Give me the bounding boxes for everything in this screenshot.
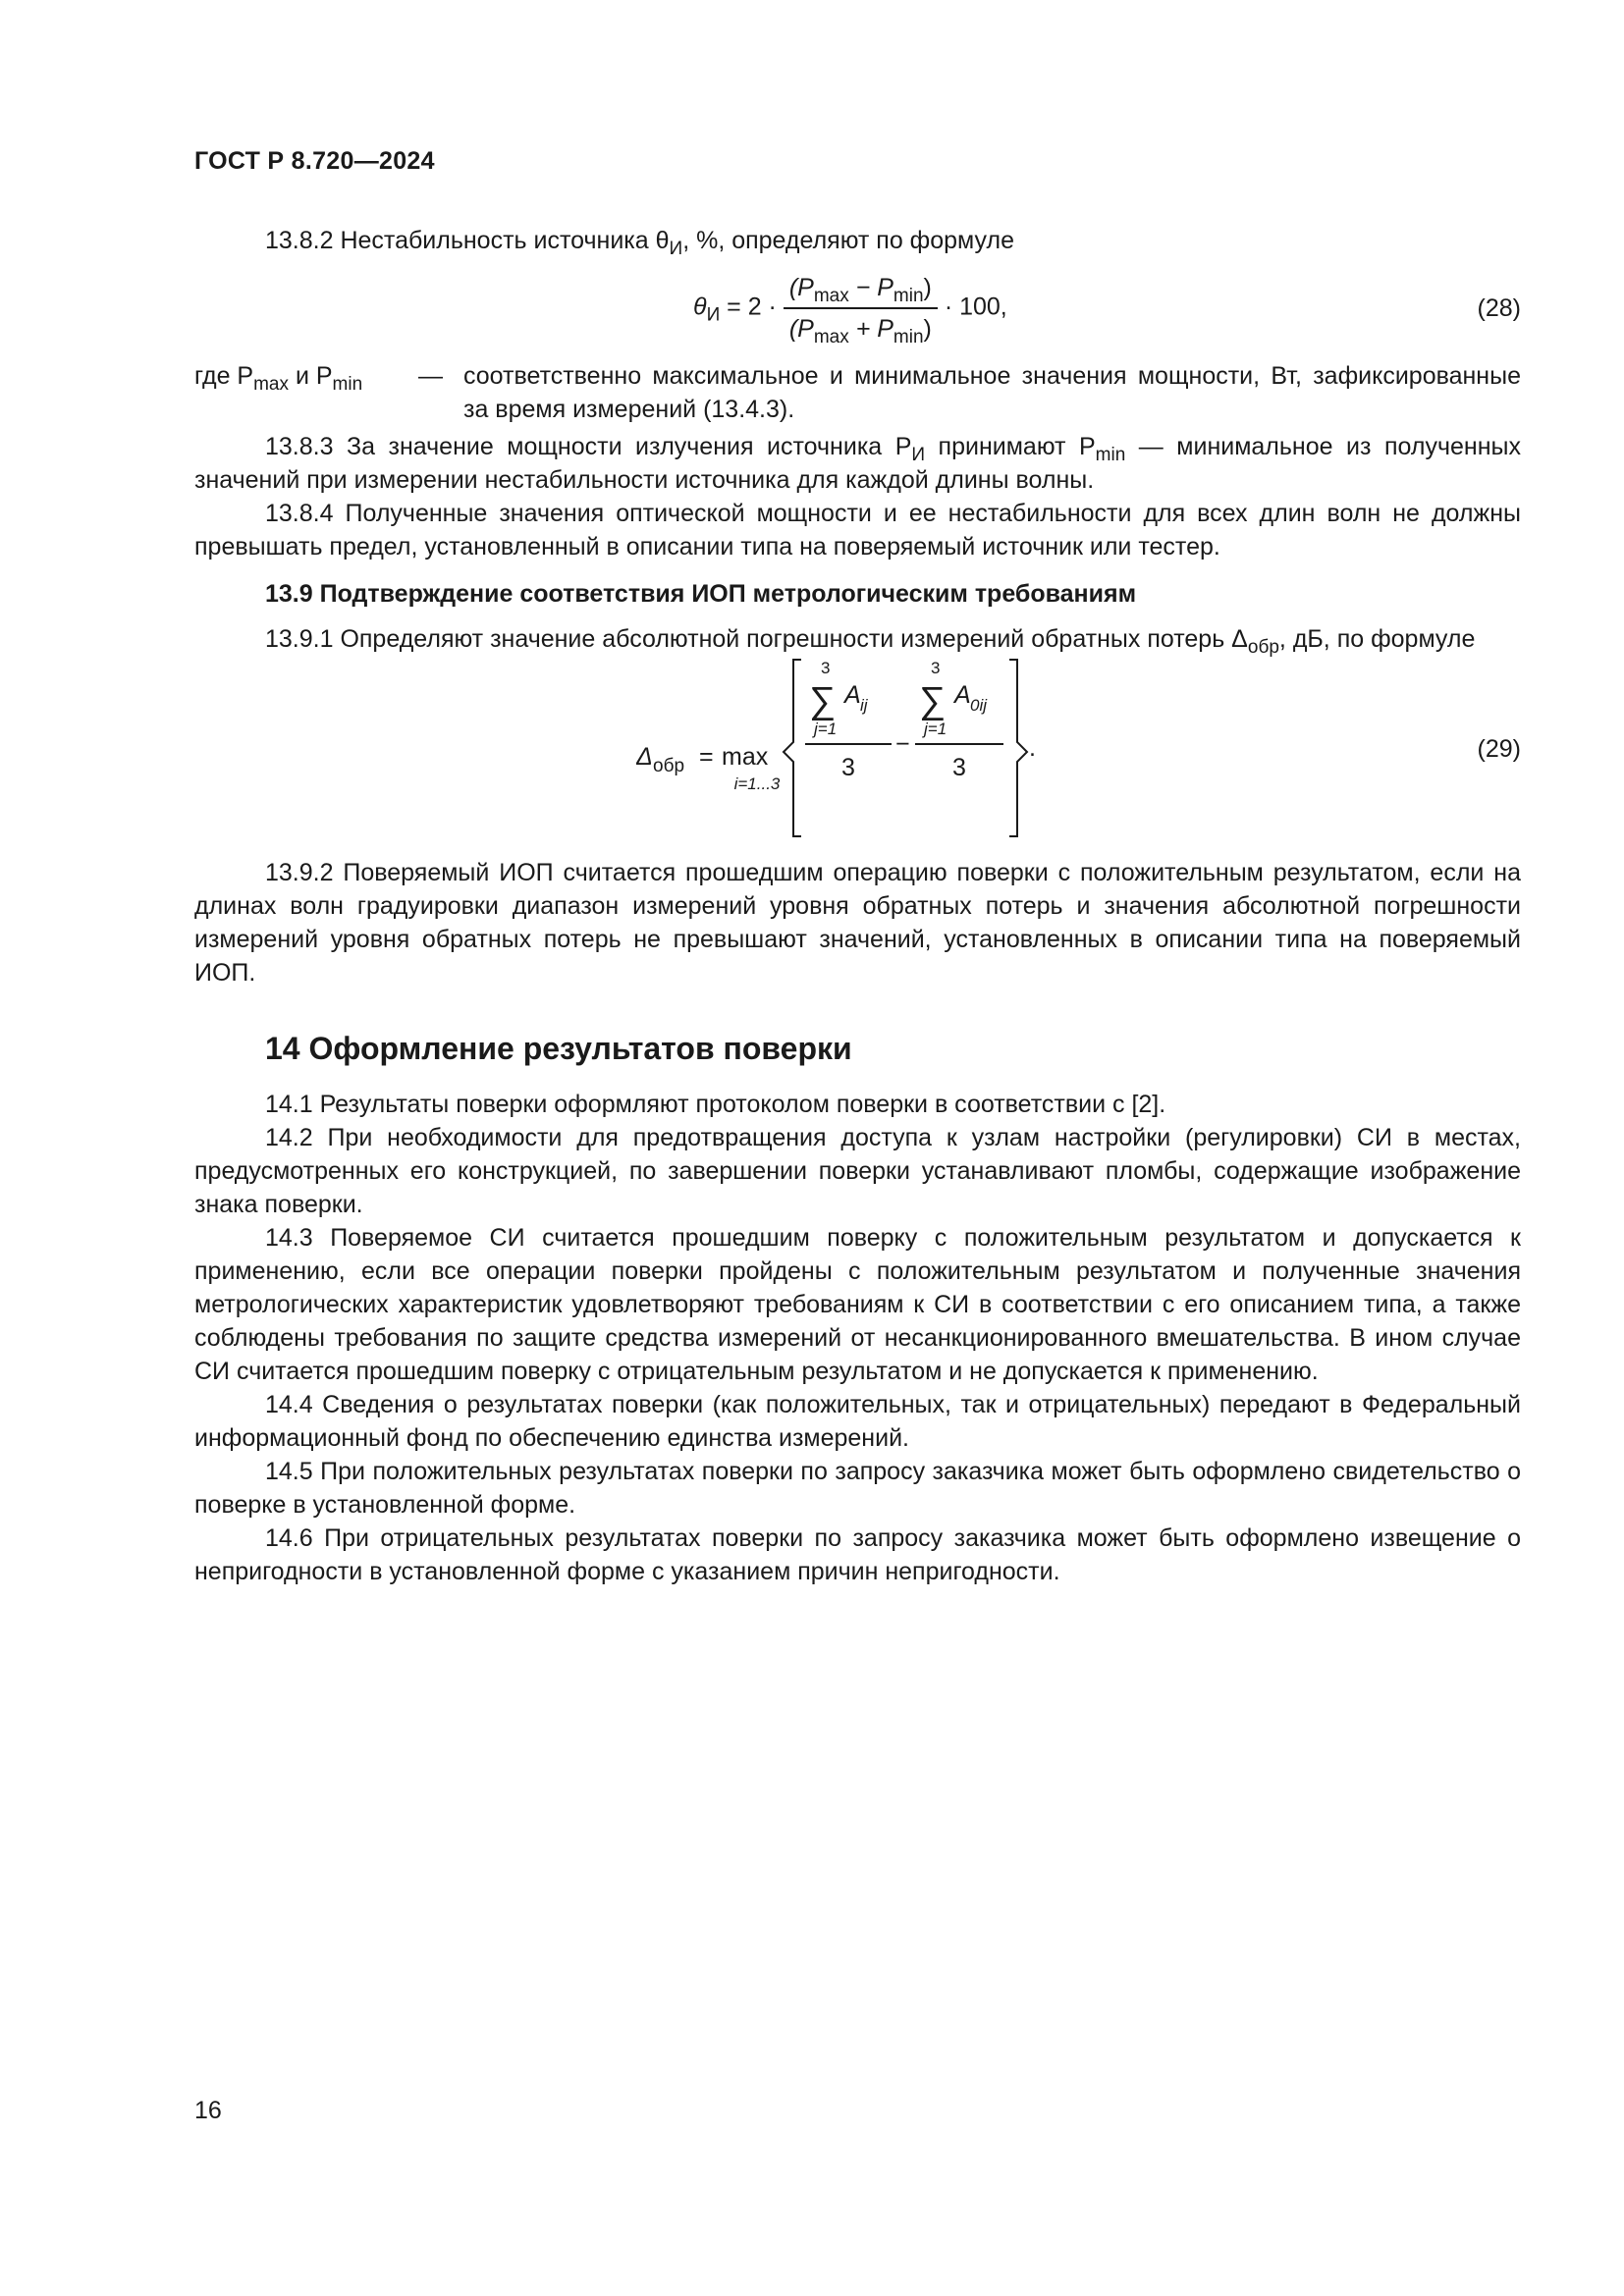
formula-28-fraction: $\frac{(P_{max} - P_{min})}{(P_{max} + P_{min})}$ [784, 271, 938, 346]
document-body [194, 224, 1521, 1588]
formula-29-sum1-bot: j=1 [814, 720, 838, 738]
formula-29-left-brace [784, 660, 801, 836]
formula-29-sum2-sigma: ∑ [919, 680, 947, 721]
formula-29-lhs: Δ [636, 743, 653, 771]
paragraph-14-2: 14.2 При необходимости для предотвращения доступа к узлам настройки (регулировки) СИ в местах, предусмотренных его конструкцией, по завершении поверки устанавливают пломбы, содержащие изображение знака поверки. [194, 1124, 1521, 1218]
formula-29-sum1-sigma: ∑ [809, 680, 837, 721]
formula-29 [194, 656, 1521, 842]
formula-29-term2: A [954, 681, 971, 709]
section-14-heading: 14 Оформление результатов поверки [265, 1031, 852, 1066]
document-header: ГОСТ Р 8.720—2024 [194, 147, 435, 175]
formula-29-max-sub: i=1...3 [733, 774, 781, 793]
where-28-text: соответственно максимальное и минимальное значения мощности, Вт, зафиксированные за время измерений (13.4.3). [463, 362, 1521, 423]
where-28 [194, 359, 1521, 426]
where-28-dash: — [418, 362, 443, 390]
paragraph-13-8-3: 13.8.3 За значение мощности излучения источника $P_И$ принимают $P_{min}$ — минимальное из полученных значений при измерении нестабильности источника для каждой длины волны. [194, 433, 1521, 494]
paragraph-13-9-1: 13.9.1 Определяют значение абсолютной погрешности измерений обратных потерь $\Delta_{обр}$, дБ, по формуле [265, 625, 1476, 658]
formula-29-term1-sub: ij [860, 696, 868, 715]
formula-29-max: max [722, 743, 769, 771]
formula-29-term1: A [844, 681, 861, 709]
paragraph-13-8-4: 13.8.4 Полученные значения оптической мощности и ее нестабильности для всех длин волн не должны превышать предел, установленный в описании типа на поверяемый источник или тестер. [194, 500, 1521, 561]
paragraph-14-3: 14.3 Поверяемое СИ считается прошедшим поверку с положительным результатом и допускается к применению, если все операции поверки пройдены с положительным результатом и полученные значения метрологических характеристик удовлетворяют требованиям к СИ в соответствии с его описанием типа, а также соблюдены требования по защите средства измерений от несанкционированного вмешательства. В ином случае СИ считается прошедшим поверку с отрицательным результатом и не допускается к применению. [194, 1224, 1521, 1385]
formula-29-number: (29) [1477, 735, 1521, 763]
formula-29-eq: = [699, 743, 714, 771]
paragraph-14-6: 14.6 При отрицательных результатах поверки по запросу заказчика может быть оформлено извещение о непригодности в установленной форме с указанием причин непригодности. [194, 1524, 1521, 1585]
page-number: 16 [194, 2097, 222, 2124]
paragraph-14-4: 14.4 Сведения о результатах поверки (как положительных, так и отрицательных) передают в Федеральный информационный фонд по обеспечению единства измерений. [194, 1391, 1521, 1452]
formula-29-minus: − [895, 730, 910, 758]
formula-29-lhs-sub: обр [653, 756, 685, 776]
formula-29-sum2-top: 3 [931, 659, 941, 677]
section-13-9-title: 13.9 Подтверждение соответствия ИОП метрологическим требованиям [265, 580, 1137, 608]
paragraph-14-5: 14.5 При положительных результатах поверки по запросу заказчика может быть оформлено свидетельство о поверке в установленной форме. [194, 1458, 1521, 1519]
paragraph-13-8-2: 13.8.2 Нестабильность источника $\theta_И$, %, определяют по формуле [265, 227, 1014, 259]
formula-29-term2-sub: 0ij [970, 696, 988, 715]
formula-29-body [636, 656, 1324, 842]
where-28-label: где $P_{max}$ и $P_{min}$ [194, 362, 363, 395]
formula-28-body: $\theta_И = 2$ · $\frac{(P_{max} - P_{min})}{(P_{max} + P_{min})}$ · 100, [693, 271, 1007, 346]
formula-29-end: . [1029, 734, 1036, 762]
formula-28-number: (28) [1477, 294, 1521, 322]
formula-29-sum2-bot: j=1 [924, 720, 947, 738]
formula-28 [194, 257, 1521, 359]
formula-29-den1: 3 [841, 754, 855, 781]
formula-29-sum1-top: 3 [821, 659, 831, 677]
paragraph-14-1: 14.1 Результаты поверки оформляют протоколом поверки в соответствии с [2]. [265, 1091, 1166, 1118]
formula-29-right-brace [1009, 660, 1027, 836]
formula-29-den2: 3 [952, 754, 966, 781]
paragraph-13-9-2: 13.9.2 Поверяемый ИОП считается прошедшим операцию поверки с положительным результатом, если на длинах волн градуировки диапазон измерений уровня обратных потерь и значения абсолютной погрешности измерений уровня обратных потерь не превышают значений, установленных в описании типа на поверяемый ИОП. [194, 859, 1521, 987]
